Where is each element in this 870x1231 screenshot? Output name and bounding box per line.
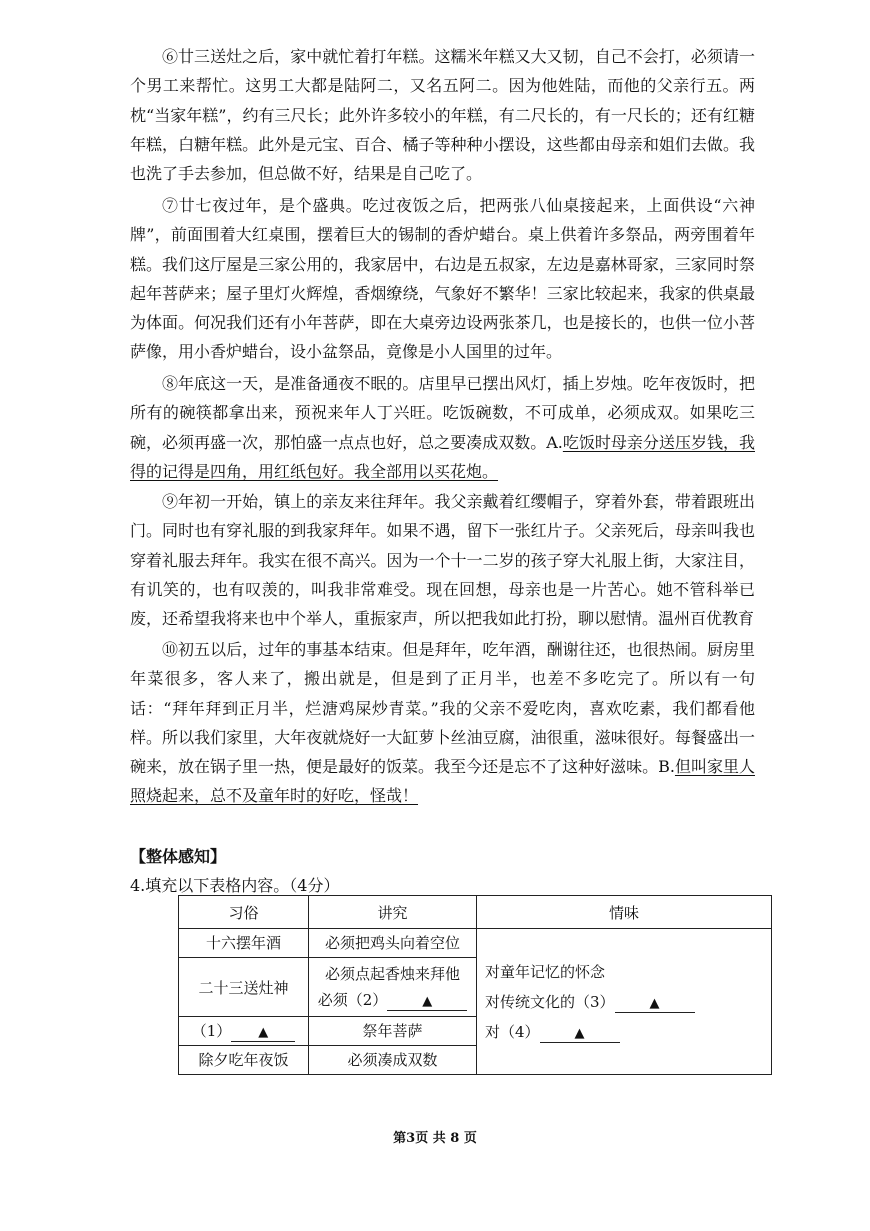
paragraph-10-text: ⑩初五以后，过年的事基本结束。但是拜年，吃年酒，酬谢往还，也很热闹。厨房里年菜很多，客人来了，搬出就是，但是到了正月半，也差不多吃完了。所以有一句话：“拜年拜到正月半，烂溏鸡屎炒青菜。”我的父亲不爱吃肉，喜欢吃素，我们都看他样。所以我们家里，大年夜就烧好一大缸萝卜丝油豆腐，油很重，滋味很好。每餐盛出一碗来，放在锅子里一热，便是最好的饭菜。我至今还是忘不了这种好滋味。B. xyxy=(130,640,755,777)
header-qinwei: 情味 xyxy=(477,896,772,929)
paragraph-10 xyxy=(130,635,755,811)
paragraph-7: ⑦廿七夜过年，是个盛典。吃过夜饭之后，把两张八仙桌接起来，上面供设“六神牌”，前面围着大红桌围，摆着巨大的锡制的香炉蜡台。桌上供着许多祭品，两旁围着年糕。我们这厅屋是三家公用的，我家居中，右边是五叔家，左边是嘉林哥家，三家同时祭起年菩萨来；屋子里灯火辉煌，香烟缭绕，气象好不繁华！三家比较起来，我家的供桌最为体面。何况我们还有小年菩萨，即在大桌旁边设两张茶几，也是接长的，也供一位小菩萨像，用小香炉蜡台，设小盆祭品，竟像是小人国里的过年。 xyxy=(130,196,755,362)
rule-line-2: 必须（2） ▲ xyxy=(309,987,476,1013)
header-custom: 习俗 xyxy=(179,896,309,929)
page-footer: 第3页 共 8 页 xyxy=(393,1131,477,1146)
cell-rule: 必须把鸡头向着空位 xyxy=(309,929,477,958)
cell-qinwei xyxy=(477,929,772,1075)
answer-blank-2[interactable]: ▲ xyxy=(387,994,467,1011)
paragraph-9: ⑨年初一开始，镇上的亲友来往拜年。我父亲戴着红缨帽子，穿着外套，带着跟班出门。同时也有穿礼服的到我家拜年。如果不遇，留下一张红片子。父亲死后，母亲叫我也穿着礼服去拜年。我实在很不高兴。因为一个十一二岁的孩子穿大礼服上街，大家注目，有讥笑的，也有叹羡的，叫我非常难受。现在回想，母亲也是一片苦心。她不管科举已废，还希望我将来也中个举人，重振家声，所以把我如此打扮，聊以慰情。温州百优教育 xyxy=(130,492,755,629)
paragraph-8 xyxy=(130,369,755,486)
rule-line-1: 必须点起香烛来拜他 xyxy=(324,965,460,983)
table-header-row xyxy=(179,896,772,929)
section-title: 【整体感知】 xyxy=(130,847,227,866)
header-rule: 讲究 xyxy=(309,896,477,929)
question-4: 4.填充以下表格内容。（4分） xyxy=(130,876,340,895)
question-table xyxy=(178,895,772,1075)
paragraph-6: ⑥廿三送灶之后，家中就忙着打年糕。这糯米年糕又大又韧，自己不会打，必须请一个男工来帮忙。这男工大都是陆阿二，又名五阿二。因为他姓陆，而他的父亲行五。两枕“当家年糕”，约有三尺长；此外许多较小的年糕，有二尺长的，有一尺长的；还有红糖年糕，白糖年糕。此外是元宝、百合、橘子等种种小摆设，这些都由母亲和姐们去做。我也洗了手去参加，但总做不好，结果是自己吃了。 xyxy=(130,47,755,184)
paragraph-10-underlined-b: 但叫家里人照烧起来，总不及童年时的好吃，怪哉！ xyxy=(130,757,755,806)
cell-rule: 必须凑成双数 xyxy=(309,1046,477,1075)
cell-custom: 二十三送灶神 xyxy=(179,958,309,1017)
paragraph-8-text: ⑧年底这一天，是准备通夜不眠的。店里早已摆出风灯，插上岁烛。吃年夜饭时，把所有的碗筷都拿出来，预祝来年人丁兴旺。吃饭碗数，不可成单，必须成双。如果吃三碗，必须再盛一次，那怕盛一点点也好，总之要凑成双数。A. xyxy=(130,374,755,452)
answer-blank-3[interactable]: ▲ xyxy=(615,996,695,1013)
paragraph-8-underlined-a: 吃饭时母亲分送压岁钱，我得的记得是四角，用红纸包好。我全部用以买花炮。 xyxy=(130,432,755,481)
answer-blank-1[interactable]: ▲ xyxy=(231,1025,295,1042)
qinwei-line-2: 对传统文化的（3） ▲ xyxy=(485,987,771,1017)
qinwei-line-3: 对（4） ▲ xyxy=(485,1017,771,1047)
cell-custom: 十六摆年酒 xyxy=(179,929,309,958)
answer-blank-4[interactable]: ▲ xyxy=(540,1026,620,1043)
cell-custom: （1） ▲ xyxy=(179,1017,309,1046)
qinwei-line-1: 对童年记忆的怀念 xyxy=(485,962,606,981)
cell-custom: 除夕吃年夜饭 xyxy=(179,1046,309,1075)
table-row xyxy=(179,929,772,958)
cell-rule xyxy=(309,958,477,1017)
cell-rule: 祭年菩萨 xyxy=(309,1017,477,1046)
